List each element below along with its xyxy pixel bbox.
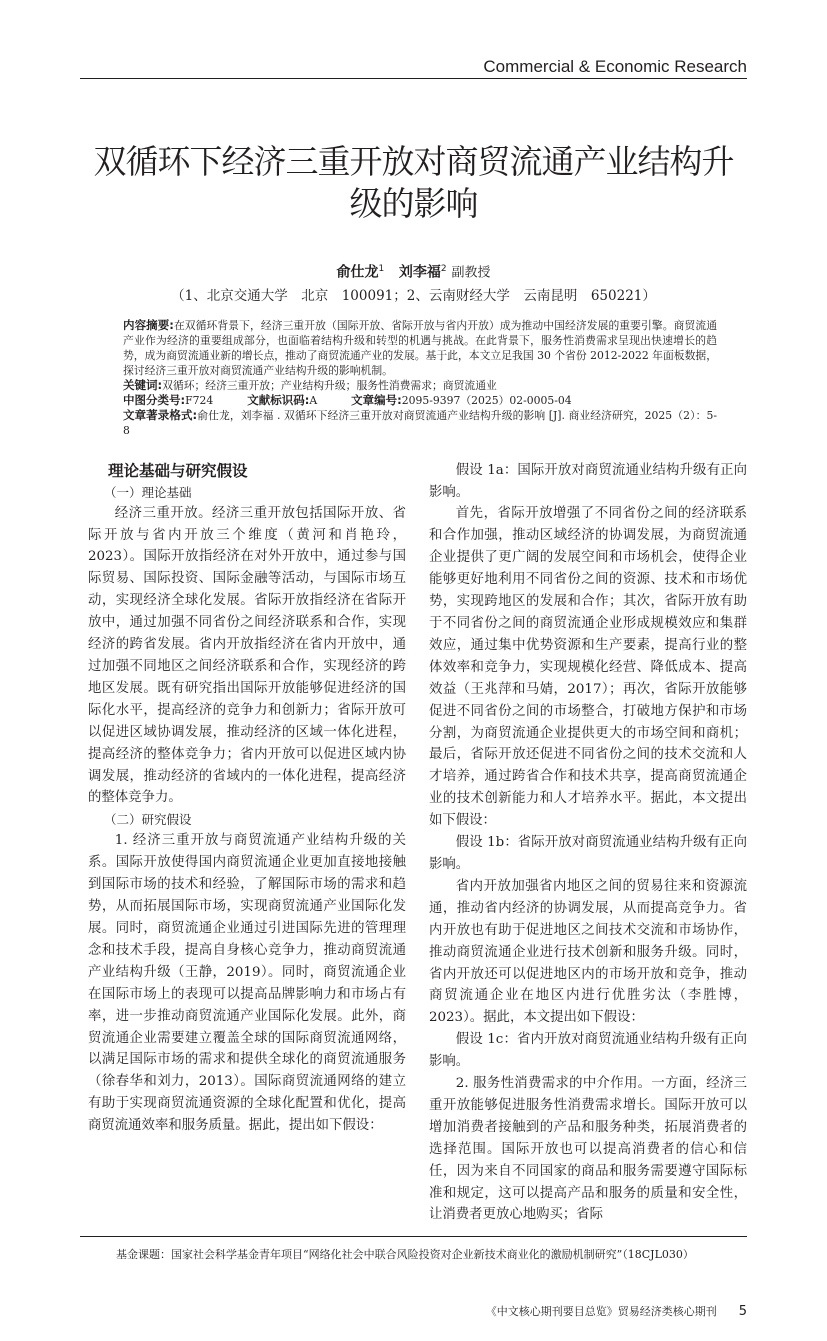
page-number: 5 xyxy=(738,1304,747,1320)
article-title: 双循环下经济三重开放对商贸流通产业结构升级的影响 xyxy=(93,142,734,223)
left-column xyxy=(88,460,406,1227)
section-heading: 理论基础与研究假设 xyxy=(108,461,248,480)
doc-label: 文献标识码: xyxy=(247,392,310,407)
journal-name: Commercial & Economic Research xyxy=(483,57,747,76)
author-2-mark: 2 xyxy=(440,264,447,274)
article-no-label: 文章编号: xyxy=(351,392,402,407)
citation-label: 文章著录格式: xyxy=(123,407,198,422)
paragraph: 首先，省际开放增强了不同省份之间的经济联系和合作加强，推动区域经济的协调发展，为商贸流通企业提供了更广阔的发展空间和市场机会，使得企业能够更好地利用不同省份之间的资源、技术和市场优势，实现跨地区的发展和合作；其次，省际开放有助于不同省份之间的商贸流通企业形成规模效应和集群效应，通过集中优势资源和生产要素，提高行业的整体效率和竞争力，实现规模化经营、降低成本、提高效益（王兆萍和马婧，2017）；再次，省际开放能够促进不同省份之间的市场整合，打破地方保护和市场分割，为商贸流通企业提供更大的市场空间和商机；最后，省际开放还促进不同省份之间的技术交流和人才培养，通过跨省合作和技术共享，提高商贸流通企业的技术创新能力和人才培养水平。据此，本文提出如下假设： xyxy=(429,506,747,829)
footer-text: 《中文核心期刊要目总览》贸易经济类核心期刊 xyxy=(485,1305,717,1319)
paragraph: 经济三重开放。经济三重开放包括国际开放、省际开放与省内开放三个维度（黄河和肖艳玲，2023）。国际开放指经济在对外开放中，通过参与国际贸易、国际投资、国际金融等活动，与国际市场互动，实现经济全球化发展。省际开放指经济在省际开放中，通过加强不同省份之间经济联系和合作，实现经济的跨省发展。省内开放指经济在省内开放中，通过加强不同地区之间经济联系和合作，实现经济的跨地区发展。既有研究指出国际开放能够促进经济的国际化水平，提高经济的竞争力和创新力；省际开放可以促进区域协调发展，推动经济的区域一体化进程，提高经济的整体竞争力；省内开放可以促进区域内协调发展，推动经济的省域内的一体化进程，提高经济的整体竞争力。 xyxy=(88,505,406,806)
clc-value: F724 xyxy=(185,393,214,407)
body-columns xyxy=(80,460,747,1227)
author-rank: 副教授 xyxy=(451,265,491,281)
hypothesis-1a: 假设 1a：国际开放对商贸流通业结构升级有正向影响。 xyxy=(429,462,747,500)
hypothesis-1b: 假设 1b：省际开放对商贸流通业结构升级有正向影响。 xyxy=(429,835,747,872)
subsection-heading: （二）研究假设 xyxy=(104,812,192,828)
abstract-block xyxy=(123,318,717,438)
keywords: 双循环；经济三重开放；产业结构升级；服务性消费需求；商贸流通业 xyxy=(162,378,497,392)
page-footer xyxy=(80,1303,747,1321)
clc-label: 中图分类号: xyxy=(123,392,186,407)
author-2: 刘李福 xyxy=(398,264,441,281)
header-rule xyxy=(80,78,747,79)
hypothesis-1c: 假设 1c：省内开放对商贸流通业结构升级有正向影响。 xyxy=(429,1032,747,1070)
subsection-heading: （一）理论基础 xyxy=(104,484,192,500)
paragraph: 2. 服务性消费需求的中介作用。一方面，经济三重开放能够促进服务性消费需求增长。国际开放可以增加消费者接触到的产品和服务种类，拓展消费者的选择范围。国际开放也可以提高消费者的信心和信任，因为来自不同国家的商品和服务需要遵守国际标准和规定，这可以提高产品和服务的质量和安全性，让消费者更放心地购买；省际 xyxy=(429,1076,747,1223)
author-1-mark: 1 xyxy=(378,264,385,274)
keywords-label: 关键词: xyxy=(123,377,163,392)
abstract-label: 内容摘要: xyxy=(123,317,174,332)
right-column xyxy=(429,460,747,1227)
footnote-rule xyxy=(80,1236,747,1237)
doc-value: A xyxy=(309,393,318,407)
author-1: 俞仕龙 xyxy=(336,264,379,281)
affiliation: （1、北京交通大学 北京 100091；2、云南财经大学 云南昆明 650221） xyxy=(171,287,656,304)
citation: 俞仕龙，刘李福 . 双循环下经济三重开放对商贸流通产业结构升级的影响 [J]. 商业经济研究，2025（2）：5-8 xyxy=(123,408,717,437)
fund-note: 基金课题：国家社会科学基金青年项目“网络化社会中联合风险投资对企业新技术商业化的激励机制研究”（18CJL030） xyxy=(116,1248,694,1262)
abstract-text: 在双循环背景下，经济三重开放（国际开放、省际开放与省内开放）成为推动中国经济发展的重要引擎。商贸流通产业作为经济的重要组成部分，也面临着结构升级和转型的机遇与挑战。在此背景下，服务性消费需求呈现出快速增长的趋势，成为商贸流通业新的增长点，推动了商贸流通产业的发展。基于此，本文立足我国 30 个省份 2012-2022 年面板数据，探讨经济三重开放对商贸流通产业结构升级的影响机制。 xyxy=(123,318,717,377)
article-no-value: 2095-9397（2025）02-0005-04 xyxy=(401,393,572,407)
paragraph: 省内开放加强省内地区之间的贸易往来和资源流通，推动省内经济的协调发展，从而提高竞争力。省内开放也有助于促进地区之间技术交流和市场协作，推动商贸流通企业进行技术创新和服务升级。同时，省内开放还可以促进地区内的市场开放和竞争，推动商贸流通企业在地区内进行优胜劣汰（李胜博，2023）。据此，本文提出如下假设： xyxy=(429,878,747,1026)
paragraph: 1. 经济三重开放与商贸流通产业结构升级的关系。国际开放使得国内商贸流通企业更加直接地接触到国际市场的技术和经验，了解国际市场的需求和趋势，从而拓展国际市场，实现商贸流通产业国际化发展。同时，商贸流通企业通过引进国际先进的管理理念和技术手段，提高自身核心竞争力，推动商贸流通产业结构升级（王静，2019）。同时，商贸流通企业在国际市场上的表现可以提高品牌影响力和市场占有率，进一步推动商贸流通产业国际化发展。此外，商贸流通企业需要建立覆盖全球的国际商贸流通网络，以满足国际市场的需求和提供全球化的商贸流通服务（徐春华和刘力，2013）。国际商贸流通网络的建立有助于实现商贸流通资源的全球化配置和优化，提高商贸流通效率和服务质量。据此，提出如下假设： xyxy=(88,833,406,1134)
authors xyxy=(80,259,747,284)
